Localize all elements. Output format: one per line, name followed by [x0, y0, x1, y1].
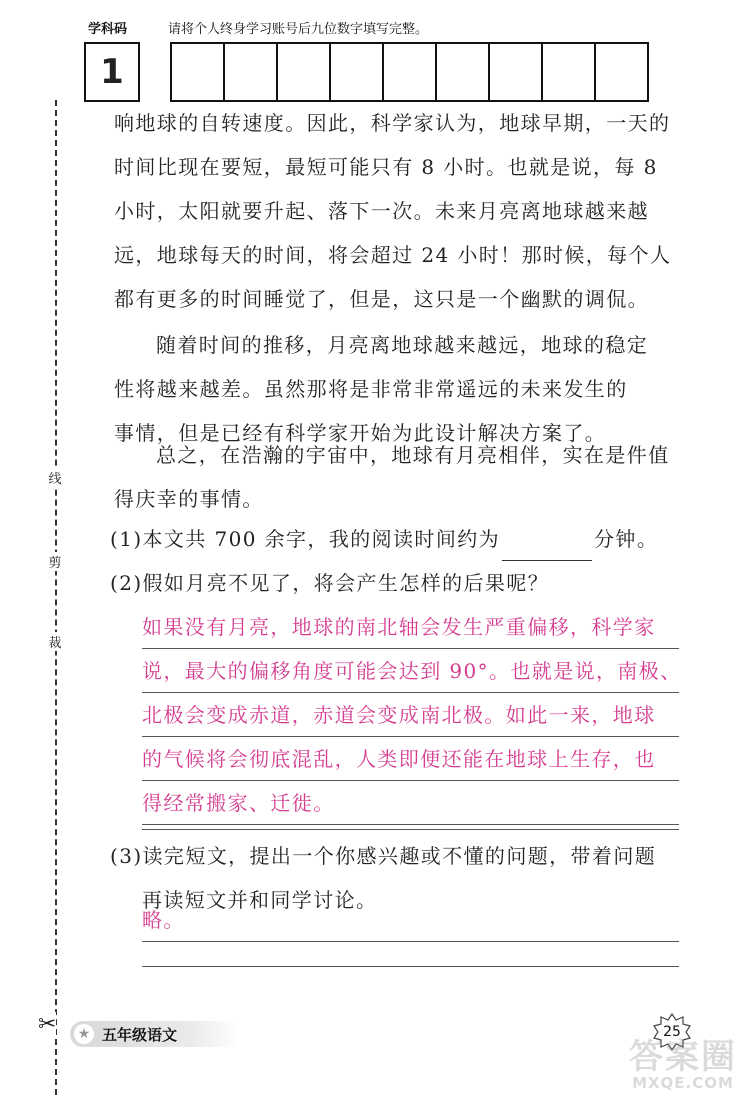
text-line: 响地球的自转速度。因此，科学家认为，地球早期，一天的	[114, 111, 671, 135]
question-3-answer	[142, 898, 679, 942]
cut-line	[55, 100, 57, 1095]
answer-rule	[142, 966, 679, 967]
digit-box[interactable]	[488, 42, 543, 102]
text-line: 事情，但是已经有科学家开始为此设计解决方案了。	[114, 421, 607, 445]
digit-box[interactable]	[382, 42, 437, 102]
digit-box[interactable]	[329, 42, 384, 102]
question-1-text: (1)本文共 700 余字，我的阅读时间约为	[110, 527, 501, 551]
digit-box[interactable]	[594, 42, 649, 102]
watermark-logo	[618, 1037, 748, 1092]
answer-line: 说，最大的偏移角度可能会达到 90°。也就是说，南极、	[142, 649, 679, 693]
digit-box[interactable]	[170, 42, 225, 102]
page-number-text: 25	[663, 1024, 681, 1040]
book-title: 五年级语文	[102, 1025, 178, 1044]
answer-line: 如果没有月亮，地球的南北轴会发生严重偏移，科学家	[142, 605, 679, 649]
answer-line: 得经常搬家、迁徙。	[142, 781, 679, 825]
watermark-small: MXQE.COM	[632, 1074, 734, 1092]
answer-rule	[142, 829, 679, 830]
text-line: 时间比现在要短，最短可能只有 8 小时。也就是说，每 8	[114, 155, 658, 179]
star-icon: ★	[74, 1024, 94, 1044]
question-1-suffix: 分钟。	[594, 527, 659, 551]
question-3-text: 再读短文并和同学讨论。	[142, 888, 378, 912]
account-digit-boxes[interactable]	[170, 42, 649, 102]
text-line: 得庆幸的事情。	[114, 487, 264, 511]
answer-line: 的气候将会彻底混乱，人类即便还能在地球上生存，也	[142, 737, 679, 781]
watermark-big: 答案圈	[629, 1037, 737, 1077]
reading-time-blank[interactable]	[502, 542, 592, 561]
text-line: 都有更多的时间睡觉了，但是，这只是一个幽默的调侃。	[114, 287, 649, 311]
question-2	[110, 561, 675, 605]
question-3-text: (3)读完短文，提出一个你感兴趣或不懂的问题，带着问题	[110, 844, 657, 868]
question-2-answer	[142, 605, 682, 825]
text-line: 随着时间的推移，月亮离地球越来越远，地球的稳定	[156, 333, 649, 357]
scissors-icon: ✂	[38, 1012, 57, 1037]
digit-box[interactable]	[223, 42, 278, 102]
passage-paragraph-3	[114, 433, 679, 521]
passage-paragraph-1	[114, 101, 679, 321]
subject-code-box: 1	[84, 42, 140, 102]
book-title-badge	[70, 1021, 240, 1047]
digit-box[interactable]	[541, 42, 596, 102]
text-line: 小时，太阳就要升起、落下一次。未来月亮离地球越来越	[114, 199, 649, 223]
cut-line-char: 裁	[45, 632, 65, 651]
answer-line: 略。	[142, 898, 679, 942]
text-line: 性将越来越差。虽然那将是非常非常遥远的未来发生的	[114, 377, 628, 401]
cut-line-char: 剪	[45, 552, 65, 571]
account-instruction: 请将个人终身学习账号后九位数字填写完整。	[168, 22, 429, 37]
digit-box[interactable]	[276, 42, 331, 102]
question-1	[110, 517, 675, 561]
text-line: 远，地球每天的时间，将会超过 24 小时！那时候，每个人	[114, 243, 672, 267]
text-line: 总之，在浩瀚的宇宙中，地球有月亮相伴，实在是件值	[156, 443, 670, 467]
answer-line: 北极会变成赤道，赤道会变成南北极。如此一来，地球	[142, 693, 679, 737]
question-2-text: (2)假如月亮不见了，将会产生怎样的后果呢？	[110, 571, 550, 595]
digit-box[interactable]	[435, 42, 490, 102]
subject-code-label: 学科码	[88, 22, 128, 37]
cut-line-char: 线	[45, 468, 65, 487]
